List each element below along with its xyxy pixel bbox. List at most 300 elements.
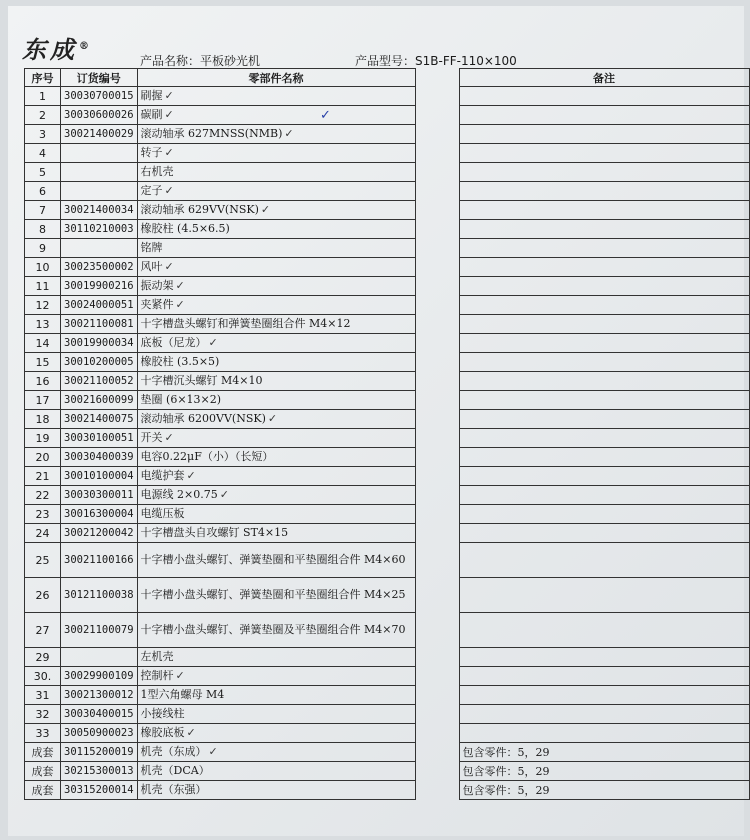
row-part-name-text: 机壳（DCA） [140,764,210,777]
row-part-name-text: 铭牌 [140,241,163,254]
row-index [25,87,61,106]
row-part-name-text: 振动架 [140,279,174,292]
row-order-code-text: 30021100166 [64,554,134,566]
column-gap [415,648,459,667]
table-row [25,448,750,467]
column-gap [415,277,459,296]
row-index [25,144,61,163]
product-model: 产品型号：S1B-FF-110×100 [355,54,517,68]
table-row [25,486,750,505]
row-order-code [61,467,138,486]
check-mark-icon: ✓ [164,184,174,197]
row-order-code-text: 30315200014 [64,784,134,796]
row-index-text: 19 [35,431,50,445]
row-order-code-text: 30215300013 [64,765,134,777]
row-index-text: 24 [35,526,50,540]
check-mark-icon: ✓ [175,279,185,292]
row-index-text: 10 [35,260,50,274]
row-index [25,258,61,277]
table-row [25,372,750,391]
row-order-code [61,410,138,429]
table-row [25,334,750,353]
row-remark [459,220,749,239]
column-gap [415,258,459,277]
row-remark [459,781,749,800]
row-index [25,686,61,705]
row-remark [459,543,749,578]
row-part-name-text: 十字槽小盘头螺钉、弹簧垫圈和平垫圈组合件 M4×60 [140,553,406,566]
table-row [25,258,750,277]
row-order-code [61,686,138,705]
column-gap [415,87,459,106]
row-remark [459,144,749,163]
row-part-name-text: 垫圈 (6×13×2) [140,393,222,406]
row-order-code-text: 30021100079 [64,624,134,636]
column-gap [415,296,459,315]
table-row [25,277,750,296]
row-order-code-text: 30021100052 [64,375,134,387]
row-index-text: 30. [33,669,52,683]
table-row [25,686,750,705]
row-part-name-text: 转子 [140,146,163,159]
column-gap [415,543,459,578]
table-row [25,505,750,524]
row-order-code [61,296,138,315]
row-part-name-text: 十字槽小盘头螺钉、弹簧垫圈及平垫圈组合件 M4×70 [140,623,406,636]
row-order-code-text: 30016300004 [64,508,134,520]
row-remark [459,578,749,613]
row-index-text: 5 [39,165,46,179]
row-order-code-text: 30030300011 [64,489,134,501]
row-order-code-text: 30021600099 [64,394,134,406]
table-row [25,667,750,686]
row-order-code [61,315,138,334]
row-index-text: 3 [39,127,46,141]
row-remark [459,258,749,277]
row-order-code-text: 30115200019 [64,746,134,758]
table-row [25,296,750,315]
check-mark-icon: ✓ [164,108,174,121]
table-row [25,315,750,334]
column-gap [415,743,459,762]
row-index [25,106,61,125]
table-row [25,578,750,613]
table-row [25,106,750,125]
col-header-part-name: 零部件名称 [137,69,415,87]
row-order-code-text: 30019900034 [64,337,134,349]
row-part-name [137,391,415,410]
row-order-code [61,258,138,277]
row-index [25,353,61,372]
row-remark [459,705,749,724]
row-index [25,448,61,467]
row-index-text: 11 [35,279,50,293]
row-index [25,467,61,486]
row-order-code [61,505,138,524]
row-remark [459,667,749,686]
column-gap [415,486,459,505]
row-part-name [137,667,415,686]
row-index-text: 17 [35,393,50,407]
row-order-code [61,87,138,106]
row-part-name-text: 开关 [140,431,163,444]
row-part-name [137,648,415,667]
row-index-text: 1 [39,89,46,103]
row-remark [459,743,749,762]
row-index-text: 12 [35,298,50,312]
row-index-text: 9 [39,241,46,255]
column-gap [415,315,459,334]
row-order-code [61,781,138,800]
row-order-code-text: 30030400015 [64,708,134,720]
row-part-name-text: 机壳（东强） [140,783,207,796]
row-part-name-text: 十字槽沉头螺钉 M4×10 [140,374,263,387]
column-gap [415,220,459,239]
column-gap [415,239,459,258]
row-part-name-text: 电缆压板 [140,507,185,520]
row-remark [459,686,749,705]
row-index-text: 15 [35,355,50,369]
row-index-text: 14 [35,336,50,350]
row-order-code [61,613,138,648]
row-index-text: 7 [39,203,46,217]
table-row [25,762,750,781]
row-part-name-text: 滚动轴承 629VV(NSK) [140,203,259,216]
row-index-text: 31 [35,688,50,702]
row-remark [459,106,749,125]
row-remark [459,201,749,220]
column-gap [415,667,459,686]
row-index [25,578,61,613]
row-index-text: 16 [35,374,50,388]
row-part-name [137,686,415,705]
table-header-row [25,69,750,87]
row-order-code-text: 30010100004 [64,470,134,482]
row-remark [459,334,749,353]
column-gap [415,201,459,220]
row-index-text: 25 [35,553,50,567]
row-order-code [61,353,138,372]
row-order-code-text: 30030600026 [64,109,134,121]
column-gap [415,163,459,182]
check-mark-icon: ✓ [267,412,278,425]
row-index [25,182,61,201]
row-index [25,277,61,296]
row-part-name [137,781,415,800]
row-order-code [61,391,138,410]
row-part-name [137,144,415,163]
row-part-name [137,277,415,296]
column-gap [415,705,459,724]
row-remark [459,353,749,372]
table-row [25,429,750,448]
row-part-name [137,182,415,201]
table-row [25,220,750,239]
row-index [25,201,61,220]
check-mark-icon: ✓ [208,745,218,758]
row-order-code [61,106,138,125]
row-part-name-text: 小接线柱 [140,707,185,720]
row-part-name [137,258,415,277]
row-order-code-text: 30024000051 [64,299,134,311]
row-remark-text: 包含零件：5，29 [462,784,550,797]
row-index [25,486,61,505]
brand-logo: 东成® [22,35,93,64]
row-part-name-text: 1型六角螺母 M4 [140,688,225,701]
column-gap [415,125,459,144]
row-remark [459,372,749,391]
row-index-text: 13 [35,317,50,331]
row-order-code-text: 30010200005 [64,356,134,368]
row-part-name-text: 夹紧件 [140,298,174,311]
parts-table [24,68,750,800]
row-order-code-text: 30021400029 [64,128,134,140]
row-order-code-text: 30029900109 [64,670,134,682]
row-order-code-text: 30121100038 [64,589,134,601]
row-part-name [137,201,415,220]
row-index [25,762,61,781]
row-part-name-text: 风叶 [140,260,163,273]
row-part-name [137,87,415,106]
column-gap [415,353,459,372]
row-index [25,781,61,800]
row-index [25,391,61,410]
row-index [25,372,61,391]
row-index-text: 32 [35,707,50,721]
row-index [25,429,61,448]
table-row [25,182,750,201]
row-part-name-text: 底板（尼龙） [140,336,207,349]
row-index-text: 18 [35,412,50,426]
check-mark-icon: ✓ [208,336,218,349]
check-mark-icon: ✓ [284,127,294,140]
row-order-code-text: 30110210003 [64,223,134,235]
row-part-name-text: 碳刷 [140,108,163,121]
row-remark [459,163,749,182]
row-order-code [61,163,138,182]
row-index [25,743,61,762]
row-part-name-text: 电源线 2×0.75 [140,488,218,501]
row-part-name [137,239,415,258]
row-index-text: 成套 [31,784,54,797]
row-part-name [137,467,415,486]
table-row [25,743,750,762]
row-order-code-text: 30021300012 [64,689,134,701]
table-row [25,724,750,743]
table-row [25,163,750,182]
row-remark [459,182,749,201]
row-part-name-text: 机壳（东成） [140,745,207,758]
column-gap [415,724,459,743]
row-part-name [137,106,415,125]
row-order-code [61,724,138,743]
row-remark [459,448,749,467]
row-part-name-text: 刷握 [140,89,163,102]
table-row [25,467,750,486]
row-order-code [61,543,138,578]
check-mark-icon: ✓ [164,431,174,444]
column-gap [415,334,459,353]
row-remark [459,762,749,781]
table-row [25,87,750,106]
row-remark [459,613,749,648]
table-row [25,144,750,163]
row-part-name [137,429,415,448]
column-gap [415,762,459,781]
row-part-name-text: 电缆护套 [140,469,185,482]
check-mark-icon: ✓ [219,488,229,501]
row-part-name [137,486,415,505]
row-order-code [61,743,138,762]
column-gap [415,686,459,705]
row-part-name [137,410,415,429]
check-mark-icon: ✓ [164,89,174,102]
column-gap [415,182,459,201]
row-part-name-text: 滚动轴承 6200VV(NSK) [140,412,266,425]
row-part-name [137,743,415,762]
row-index [25,315,61,334]
row-order-code [61,486,138,505]
row-remark [459,277,749,296]
row-part-name [137,613,415,648]
row-order-code [61,429,138,448]
table-row [25,239,750,258]
table-row [25,125,750,144]
row-part-name [137,448,415,467]
row-part-name-text: 电容0.22μF（小）（长短） [140,450,274,463]
row-part-name [137,578,415,613]
row-order-code [61,448,138,467]
row-order-code-text: 30021100081 [64,318,134,330]
row-index-text: 20 [35,450,50,464]
row-remark [459,239,749,258]
row-part-name [137,543,415,578]
row-order-code [61,125,138,144]
table-body [25,87,750,800]
row-index [25,239,61,258]
row-part-name [137,505,415,524]
row-part-name-text: 橡胶底板 [140,726,185,739]
row-index-text: 29 [35,650,50,664]
row-index [25,410,61,429]
row-order-code-text: 30021400034 [64,204,134,216]
row-part-name [137,372,415,391]
check-mark-icon: ✓ [175,298,185,311]
row-remark [459,315,749,334]
product-name: 产品名称：平板砂光机 [140,54,261,68]
column-gap [415,781,459,800]
table-row [25,648,750,667]
row-order-code [61,648,138,667]
row-order-code [61,220,138,239]
table-row [25,353,750,372]
column-gap [415,391,459,410]
row-part-name [137,705,415,724]
row-part-name [137,296,415,315]
row-order-code [61,372,138,391]
row-order-code [61,239,138,258]
row-remark [459,391,749,410]
row-index [25,524,61,543]
row-part-name [137,163,415,182]
column-gap [415,613,459,648]
row-part-name-text: 十字槽盘头螺钉和弹簧垫圈组合件 M4×12 [140,317,351,330]
row-part-name [137,125,415,144]
row-order-code [61,277,138,296]
column-gap [415,467,459,486]
column-gap [415,372,459,391]
row-part-name [137,334,415,353]
row-order-code [61,762,138,781]
row-index [25,220,61,239]
table-row [25,543,750,578]
row-order-code-text: 30021400075 [64,413,134,425]
row-remark [459,87,749,106]
row-part-name-text: 右机壳 [140,165,174,178]
row-index [25,667,61,686]
row-part-name-text: 控制杆 [140,669,174,682]
col-header-order-code: 订货编号 [61,69,138,87]
row-index [25,613,61,648]
row-remark [459,524,749,543]
row-index [25,705,61,724]
check-mark-icon: ✓ [260,203,271,216]
row-index [25,334,61,353]
table-row [25,613,750,648]
row-order-code-text: 30023500002 [64,261,134,273]
row-index-text: 26 [35,588,50,602]
table-row [25,201,750,220]
row-part-name-text: 定子 [140,184,163,197]
row-part-name-text: 十字槽盘头自攻螺钉 ST4×15 [140,526,289,539]
handwritten-check-mark: ✓ [320,108,331,123]
row-index-text: 2 [39,108,46,122]
table-row [25,410,750,429]
check-mark-icon: ✓ [186,726,196,739]
row-order-code [61,334,138,353]
row-order-code-text: 30030700015 [64,90,134,102]
row-index [25,543,61,578]
row-order-code [61,578,138,613]
row-index [25,163,61,182]
row-order-code [61,201,138,220]
col-header-index: 序号 [25,69,61,87]
row-index-text: 23 [35,507,50,521]
column-gap [415,429,459,448]
row-index-text: 22 [35,488,50,502]
row-index [25,724,61,743]
row-order-code-text: 30050900023 [64,727,134,739]
row-order-code [61,705,138,724]
row-part-name-text: 十字槽小盘头螺钉、弹簧垫圈和平垫圈组合件 M4×25 [140,588,406,601]
check-mark-icon: ✓ [164,146,174,159]
row-part-name [137,220,415,239]
table-row [25,524,750,543]
row-remark-text: 包含零件：5，29 [462,765,550,778]
col-header-remarks: 备注 [459,69,749,87]
row-part-name-text: 橡胶柱 (3.5×5) [140,355,220,368]
column-gap [415,69,459,87]
column-gap [415,524,459,543]
row-order-code [61,524,138,543]
row-order-code [61,182,138,201]
column-gap [415,144,459,163]
row-part-name [137,353,415,372]
column-gap [415,410,459,429]
row-remark [459,125,749,144]
row-order-code-text: 30019900216 [64,280,134,292]
table-row [25,781,750,800]
